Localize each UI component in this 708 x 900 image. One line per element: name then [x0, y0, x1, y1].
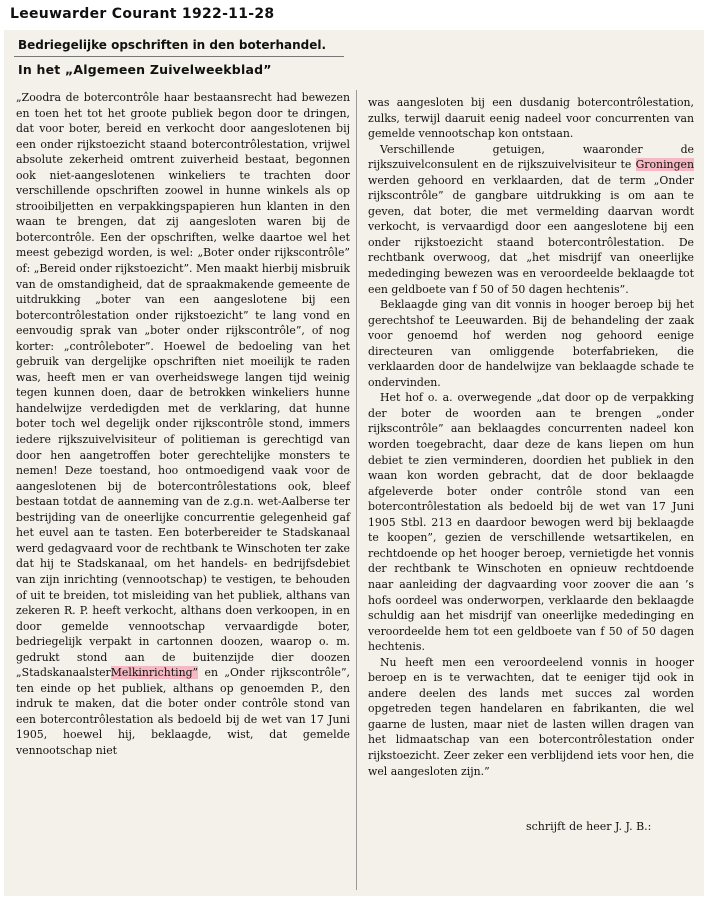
- paragraph-text: was aangesloten bij een dusdanig botercontrôlestation, zulks, terwijl daaruit eenig nadeel voor concurrenten van gemelde vennootschap kon ontstaan.: [368, 96, 694, 141]
- column-divider: [356, 90, 357, 890]
- paragraph-text: Het hof o. a. overwegende „dat door op de verpakking der boter de woorden aan te brengen „onder rijkscontrôle” aan beklaagdes concurrenten nadeel kon worden toegebracht, daar deze de kans liepen om hun debiet te zien verminderen, doordien het publiek in den waan kon worden gebracht, dat de door beklaagde afgeleverde boter onder contrôle stond van een botercontrôlestation als bedoeld bij de wet van 17 Juni 1905 Stbl. 213 en daardoor bewogen werd bij beklaagde te koopen”, gezien de verschillende wetsartikelen, en rechtdoende op het hooger beroep, vernietigde het vonnis der rechtbank te Winschoten en opnieuw rechtdoende naar aanleiding der dagvaarding voor zoover die aan ’s hofs oordeel was onderworpen, verklaarde den beklaagde schuldig aan het misdrijf van oneerlijke mededinging en veroordeelde hem tot een geldboete van f 50 of 50 dagen hechtenis.: [368, 391, 694, 654]
- paragraph-text: „Zoodra de botercontrôle haar bestaansrecht had bewezen en toen het tot het groote publiek begon door te dringen, dat voor boter, bereid en verkocht door aangeslotenen bij een onder rijkstoezicht staand botercontrôlestation, vrijwel absolute zekerheid omtrent zuiverheid bestaat, begonnen ook niet-aangeslotenen winkeliers te trachten door verschillende opschriften zoowel in hunne winkels als op strooibiljetten en verpakkingspapieren hun klanten in den waan te brengen, dat zij aangesloten waren bij de botercontrôle. Een der opschriften, welke daartoe wel het meest gebezigd worden, is wel: „Boter onder rijkscontrôle” of: „Bereid onder rijkstoezicht”. Men maakt hierbij misbruik van de omstandigheid, dat de spraakmakende gemeente de uitdrukking „boter van een aangeslotene bij een botercontrôlestation onder rijkstoezicht” te lang vond en eenvoudig sprak van „boter onder rijkscontrôle”, of nog korter: „contrôleboter”. Hoewel de bedoeling van het gebruik van dergelijke opschriften niet moeilijk te raden was, heeft men er van overheidswege langen tijd weinig tegen kunnen doen, daar de betrokken winkeliers hunne handelwijze verdedigden met de verklaring, dat hunne boter toch wel degelijk onder rijkscontrôle stond, immers iedere rijkszuivelvisiteur of politieman is gerechtigd van door hen aangetroffen boter gerechtelijke monsters te nemen! Deze toestand, hoo ontmoedigend vaak voor de aangeslotenen bij de botercontrôlestations ook, bleef bestaan totdat de aanneming van de z.g.n. wet-Aalberse ter bestrijding van de oneerlijke concurrentie gelegenheid gaf het euvel aan te tasten. Een boterbereider te Stadskanaal werd gedagvaard voor de rechtbank te Winschoten ter zake dat hij te Stadskanaal, om het handels- en bedrijfsdebiet van zijn inrichting (vennootschap) te vestigen, te behouden of uit te breiden, tot misleiding van het publiek, althans van zekeren R. P. heeft verkocht, althans doen verkoopen, in en door gemelde vennootschap vervaardigde boter, bedriegelijk verpakt in cartonnen doozen, waarop o. m. gedrukt stond aan de buitenzijde dier doozen „Stadskanaalster: [16, 91, 350, 680]
- newspaper-header: Leeuwarder Courant 1922-11-28: [10, 6, 275, 22]
- left-column: [16, 90, 350, 759]
- paragraph: [368, 297, 694, 390]
- article-title: Bedriegelijke opschriften in den boterhandel.: [18, 38, 327, 52]
- paragraph-text: werden gehoord en verklaarden, dat de term „Onder rijkscontrôle” de gangbare uitdrukking is om aan te geven, dat boter, die met vermelding daarvan wordt verkocht, is vervaardigd door een aangeslotene bij een onder rijkstoezicht staand botercontrôlestation. De rechtbank overwoog, dat „het misdrijf van oneerlijke mededinging bewezen was en veroordeelde beklaagde tot een geldboete van f 50 of 50 dagen hechtenis”.: [368, 173, 694, 296]
- paragraph: [368, 95, 694, 142]
- article-source: In het „Algemeen Zuivelweekblad”: [18, 62, 272, 77]
- paragraph: [16, 90, 350, 759]
- paragraph: [368, 142, 694, 297]
- paragraph: [368, 390, 694, 654]
- right-column: [368, 95, 694, 779]
- highlighted-term: Groningen: [635, 158, 694, 172]
- paragraph-text: Beklaagde ging van dit vonnis in hooger beroep bij het gerechtshof te Leeuwarden. Bij de behandeling der zaak voor genoemd hof werden nog gehoord eenige directeuren van omliggende boterfabrieken, die verklaarden door de handelwijze van beklaagde schade te ondervinden.: [368, 298, 694, 389]
- title-rule: [14, 56, 344, 57]
- paragraph-text: Nu heeft men een veroordeelend vonnis in hooger beroep en is te verwachten, dat te eeniger tijd ook in andere deelen des lands met succes zal worden opgetreden tegen handelaren en fabrikanten, die wel gaarne de lusten, maar niet de lasten willen dragen van het lidmaatschap van een botercontrôlestation onder rijkstoezicht. Zeer zeker een verblijdend iets voor hen, die wel aangesloten zijn.”: [368, 655, 694, 778]
- paragraph-text: Verschillende getuigen, waaronder de rijkszuivelconsulent en de rijkszuivelvisiteur te: [368, 142, 694, 172]
- paragraph: [368, 655, 694, 779]
- author-signature: schrijft de heer J. J. B.:: [526, 820, 652, 833]
- paragraph-text: en „Onder rijkscontrôle”, ten einde op het publiek, althans op genoemden P., den indruk te maken, dat die boter onder contrôle stond van een botercontrôlestation als bedoeld bij de wet van 17 Juni 1905, hoewel hij, beklaagde, wist, dat gemelde vennootschap niet: [16, 666, 350, 757]
- highlighted-term: Melkinrichting”: [110, 666, 199, 680]
